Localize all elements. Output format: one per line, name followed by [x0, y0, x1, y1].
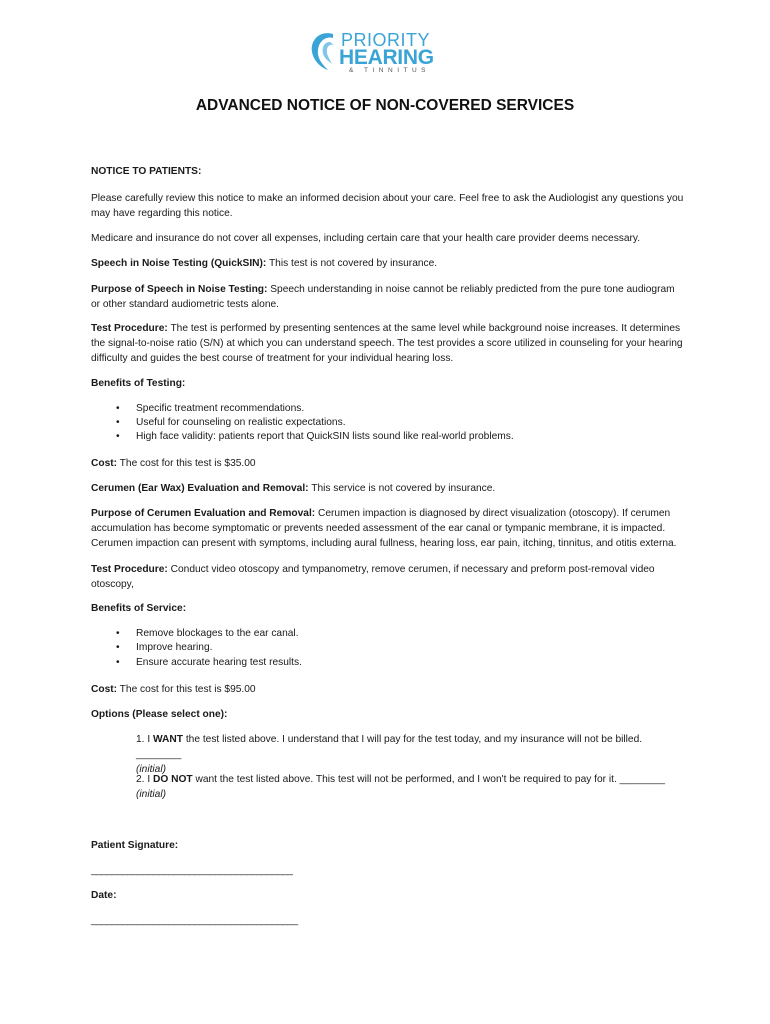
cerumen-heading-paragraph	[91, 481, 686, 496]
option-do-not-initial[interactable]: (initial)	[136, 789, 167, 800]
bullet: •	[116, 657, 120, 668]
sin-benefit-item: High face validity: patients report that QuickSIN lists sound like real-world problems.	[136, 431, 514, 442]
date-line[interactable]: ________________________________________	[91, 915, 298, 926]
patient-signature-line[interactable]: _______________________________________	[91, 865, 293, 876]
option-want-text: the test listed above. I understand that I will pay for the test today, and my insurance will not be billed. ________	[136, 734, 643, 760]
document-title: ADVANCED NOTICE OF NON-COVERED SERVICES	[195, 97, 575, 114]
sin-benefits-heading: Benefits of Testing:	[91, 378, 186, 389]
sin-heading-paragraph	[91, 256, 686, 271]
sin-benefit-item: Useful for counseling on realistic expectations.	[136, 417, 346, 428]
sin-benefit-item: Specific treatment recommendations.	[136, 403, 305, 414]
sin-procedure-label: Test Procedure:	[91, 323, 168, 334]
sin-procedure-text: The test is performed by presenting sentences at the same level while background noise increases. It determines the signal-to-noise ratio (S/N) at which you can understand speech. The test provides a score utilized in counseling for your hearing difficulty and guides the best course of treatment for your individual hearing loss.	[91, 323, 683, 364]
option-do-not-prefix: 2. I	[136, 774, 153, 785]
cerumen-procedure-paragraph	[91, 562, 686, 592]
logo-text-tinnitus: & TINNITUS	[349, 67, 430, 74]
priority-hearing-logo	[308, 28, 438, 76]
sin-purpose-text: Speech understanding in noise cannot be reliably predicted from the pure tone audiogram or other standard audiometric tests alone.	[91, 284, 675, 310]
option-want-initial[interactable]: (initial)	[136, 764, 167, 775]
cerumen-purpose-label: Purpose of Cerumen Evaluation and Removal:	[91, 508, 316, 519]
bullet: •	[116, 431, 120, 442]
patient-signature-label: Patient Signature:	[91, 840, 179, 851]
option-want[interactable]	[136, 732, 686, 777]
cerumen-purpose-paragraph	[91, 506, 686, 551]
cerumen-cost-text: The cost for this test is $95.00	[117, 684, 256, 695]
option-do-not-bold: DO NOT	[153, 774, 193, 785]
medicare-paragraph: Medicare and insurance do not cover all expenses, including certain care that your health care provider deems necessary.	[91, 233, 641, 244]
ear-logo-icon	[308, 28, 342, 76]
cerumen-coverage: This service is not covered by insurance.	[308, 483, 496, 494]
sin-cost-text: The cost for this test is $35.00	[117, 458, 256, 469]
sin-heading: Speech in Noise Testing (QuickSIN):	[91, 258, 267, 269]
option-want-prefix: 1. I	[136, 734, 153, 745]
bullet: •	[116, 628, 120, 639]
option-want-bold: WANT	[153, 734, 183, 745]
options-heading: Options (Please select one):	[91, 709, 228, 720]
cerumen-purpose-text: Cerumen impaction is diagnosed by direct visualization (otoscopy). If cerumen accumulation has become symptomatic or prevents needed assessment of the ear canal or tympanic membrane, it is impacted. Cerumen impaction can present with symptoms, including aural fullness, hearing loss, ear pain, itching, tinnitus, and otitis externa.	[91, 508, 677, 549]
logo-text-priority: PRIORITY	[341, 30, 431, 50]
sin-cost-paragraph	[91, 456, 686, 471]
sin-coverage: This test is not covered by insurance.	[266, 258, 438, 269]
cerumen-benefit-item: Ensure accurate hearing test results.	[136, 657, 302, 668]
sin-procedure-paragraph	[91, 321, 686, 366]
option-do-not-text: want the test listed above. This test will not be performed, and I won't be required to pay for it. ________	[192, 774, 665, 785]
bullet: •	[116, 642, 120, 653]
cerumen-benefit-item: Improve hearing.	[136, 642, 213, 653]
cerumen-cost-label: Cost:	[91, 684, 118, 695]
intro-paragraph: Please carefully review this notice to make an informed decision about your care. Feel free to ask the Audiologist any questions you may have regarding this notice.	[91, 193, 684, 219]
cerumen-procedure-text: Conduct video otoscopy and tympanometry, remove cerumen, if necessary and preform post-removal video otoscopy,	[91, 564, 655, 590]
notice-heading: NOTICE TO PATIENTS:	[91, 166, 202, 177]
sin-cost-label: Cost:	[91, 458, 118, 469]
cerumen-cost-paragraph	[91, 682, 686, 697]
sin-purpose-paragraph	[91, 282, 686, 312]
logo-text-hearing: HEARING	[339, 46, 434, 69]
cerumen-procedure-label: Test Procedure:	[91, 564, 168, 575]
sin-purpose-label: Purpose of Speech in Noise Testing:	[91, 284, 268, 295]
cerumen-benefit-item: Remove blockages to the ear canal.	[136, 628, 299, 639]
cerumen-heading: Cerumen (Ear Wax) Evaluation and Removal:	[91, 483, 309, 494]
date-label: Date:	[91, 890, 117, 901]
bullet: •	[116, 403, 120, 414]
cerumen-benefits-heading: Benefits of Service:	[91, 603, 187, 614]
bullet: •	[116, 417, 120, 428]
option-do-not[interactable]	[136, 772, 686, 802]
